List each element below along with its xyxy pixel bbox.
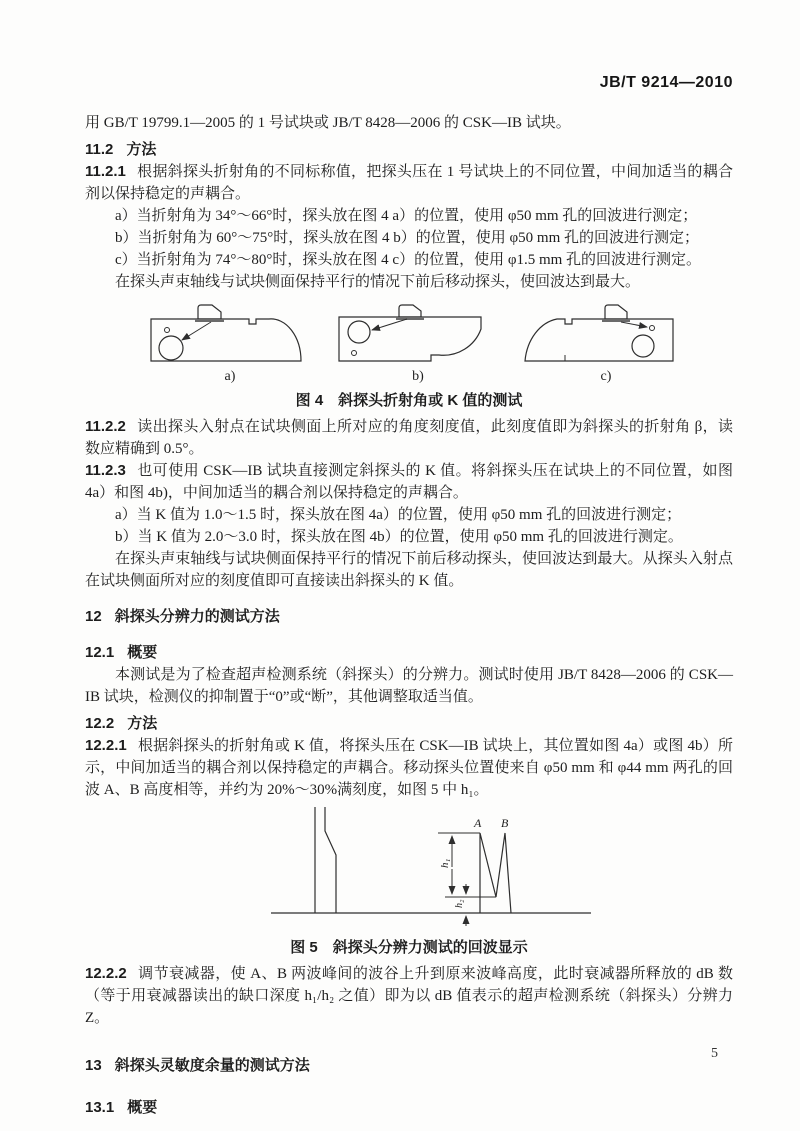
heading-12-2 <box>85 713 733 735</box>
heading-number: 11.2 <box>85 141 114 158</box>
figure-5-diagram <box>253 805 733 932</box>
peak-a-label: A <box>474 816 482 830</box>
heading-13-1 <box>85 1097 733 1119</box>
beam-arrow <box>182 322 211 340</box>
list-item: a）当折射角为 34°～66°时，探头放在图 4 a）的位置，使用 φ50 mm 孔的回波进行测定； <box>115 208 698 224</box>
paragraph-continuation: 用 GB/T 19799.1—2005 的 1 号试块或 JB/T 8428—2006 的 CSK—IB 试块。 <box>85 115 571 131</box>
figure-4b <box>329 303 507 385</box>
small-hole <box>165 328 170 333</box>
test-block-outline <box>339 317 481 361</box>
page-content <box>85 74 733 1119</box>
probe-icon <box>198 305 221 319</box>
h2-label: h₂ <box>454 899 465 908</box>
figure-4-caption: 图 4 斜探头折射角或 K 值的测试 <box>295 392 523 409</box>
document-number: JB/T 9214—2010 <box>599 74 733 91</box>
list-item: b）当折射角为 60°～75°时，探头放在图 4 b）的位置，使用 φ50 mm 孔的回波进行测定； <box>115 230 699 246</box>
figure-4a <box>141 303 319 385</box>
probe-icon <box>399 305 421 317</box>
test-block-outline <box>151 319 301 361</box>
large-hole-50mm <box>632 335 654 357</box>
heading-number: 12.2 <box>85 715 115 732</box>
heading-13 <box>85 1055 733 1077</box>
figure-4-diagrams <box>141 303 733 385</box>
clause-number: 11.2.1 <box>85 163 126 180</box>
clause-number: 12.2.2 <box>85 965 127 982</box>
test-block-b-diagram <box>329 303 507 365</box>
paragraph-11-2-1 <box>85 161 733 205</box>
clause-number: 11.2.3 <box>85 462 126 479</box>
paragraph-move-probe-2: 在探头声束轴线与试块侧面保持平行的情况下前后移动探头，使回波达到最大。从探头入射点在试块侧面所对应的刻度值即可直接读出斜探头的 K 值。 <box>85 551 733 589</box>
paragraph-11-2-3 <box>85 460 733 504</box>
figure-4 <box>85 303 733 411</box>
couplant-strip <box>195 319 224 322</box>
probe-icon <box>605 305 627 319</box>
clause-text: 根据斜探头折射角的不同标称值，把探头压在 1 号试块上的不同位置，中间加适当的耦合剂以保持稳定的声耦合。 <box>85 164 733 202</box>
heading-title: 斜探头灵敏度余量的测试方法 <box>114 1057 310 1074</box>
paragraph-12-2-2 <box>85 963 733 1029</box>
clause-text: 也可使用 CSK—IB 试块直接测定斜探头的 K 值。将斜探头压在试块上的不同位置，如图 4a）和图 4b)，中间加适当的耦合剂以保持稳定的声耦合。 <box>85 463 733 501</box>
small-hole <box>650 326 655 331</box>
test-block-c-diagram <box>517 303 695 365</box>
heading-number: 13 <box>85 1057 102 1074</box>
clause-text: 读出探头入射点在试块侧面上所对应的角度刻度值，此刻度值即为斜探头的折射角 β，读数应精确到 0.5°。 <box>85 419 733 457</box>
paragraph-11-2-2 <box>85 416 733 460</box>
large-hole-50mm <box>159 336 183 360</box>
clause-number: 12.2.1 <box>85 737 127 754</box>
initial-pulse-right <box>325 807 336 913</box>
heading-number: 12.1 <box>85 644 115 661</box>
heading-number: 12 <box>85 608 102 625</box>
page-number: 5 <box>711 1046 718 1061</box>
large-hole-50mm <box>348 321 370 343</box>
beam-arrow <box>372 319 407 330</box>
figure-5-caption: 图 5 斜探头分辨力测试的回波显示 <box>290 939 528 956</box>
clause-number: 11.2.2 <box>85 418 126 435</box>
clause-text: 调节衰减器，使 A、B 两波峰间的波谷上升到原来波峰高度，此时衰减器所释放的 dB 数（等于用衰减器读出的缺口深度 h₁/h₂ 之值）即为以 dB 值表示的超声检测系统（斜探头）分辨力 Z。 <box>85 966 733 1026</box>
figure-4c <box>517 303 695 385</box>
paragraph-12-1: 本测试是为了检查超声检测系统（斜探头）的分辨力。测试时使用 JB/T 8428—2006 的 CSK—IB 试块，检测仪的抑制置于“0”或“断”，其他调整取适当值。 <box>85 667 733 705</box>
heading-title: 方法 <box>126 141 157 158</box>
small-hole <box>352 351 357 356</box>
heading-12 <box>85 606 733 628</box>
figure-4c-label: c) <box>600 369 612 384</box>
list-item: b）当 K 值为 2.0～3.0 时，探头放在图 4b）的位置，使用 φ50 mm 孔的回波进行测定。 <box>115 529 683 545</box>
test-block-a-diagram <box>141 303 319 365</box>
figure-4a-label: a) <box>224 369 236 384</box>
list-item: a）当 K 值为 1.0～1.5 时，探头放在图 4a）的位置，使用 φ50 mm 孔的回波进行测定； <box>115 507 682 523</box>
echo-peaks-trace <box>480 833 511 913</box>
clause-text: 根据斜探头的折射角或 K 值，将探头压在 CSK—IB 试块上，其位置如图 4a）或图 4b）所示，中间加适当的耦合剂以保持稳定的声耦合。移动探头位置使来自 φ50 mm 和 φ44 mm 两孔的回波 A、B 高度相等，并约为 20%～30%满刻度，如图 5 中 h₁。 <box>85 738 733 798</box>
couplant-strip <box>602 319 630 322</box>
heading-11-2 <box>85 139 733 161</box>
heading-title: 概要 <box>127 644 158 661</box>
couplant-strip <box>396 317 424 320</box>
heading-12-1 <box>85 642 733 664</box>
figure-5 <box>85 805 733 958</box>
beam-arrow <box>621 322 647 327</box>
peak-b-label: B <box>501 816 509 830</box>
paragraph-12-2-1 <box>85 735 733 801</box>
figure-4b-label: b) <box>412 369 424 384</box>
list-item: c）当折射角为 74°～80°时，探头放在图 4 c）的位置，使用 φ1.5 mm 孔的回波进行测定。 <box>115 252 702 268</box>
paragraph-move-probe: 在探头声束轴线与试块侧面保持平行的情况下前后移动探头，使回波达到最大。 <box>115 274 641 290</box>
h1-label: h₁ <box>439 858 451 868</box>
heading-title: 方法 <box>127 715 158 732</box>
echo-waveform-diagram <box>253 805 598 927</box>
heading-number: 13.1 <box>85 1099 115 1116</box>
heading-title: 斜探头分辨力的测试方法 <box>114 608 280 625</box>
heading-title: 概要 <box>127 1099 158 1116</box>
